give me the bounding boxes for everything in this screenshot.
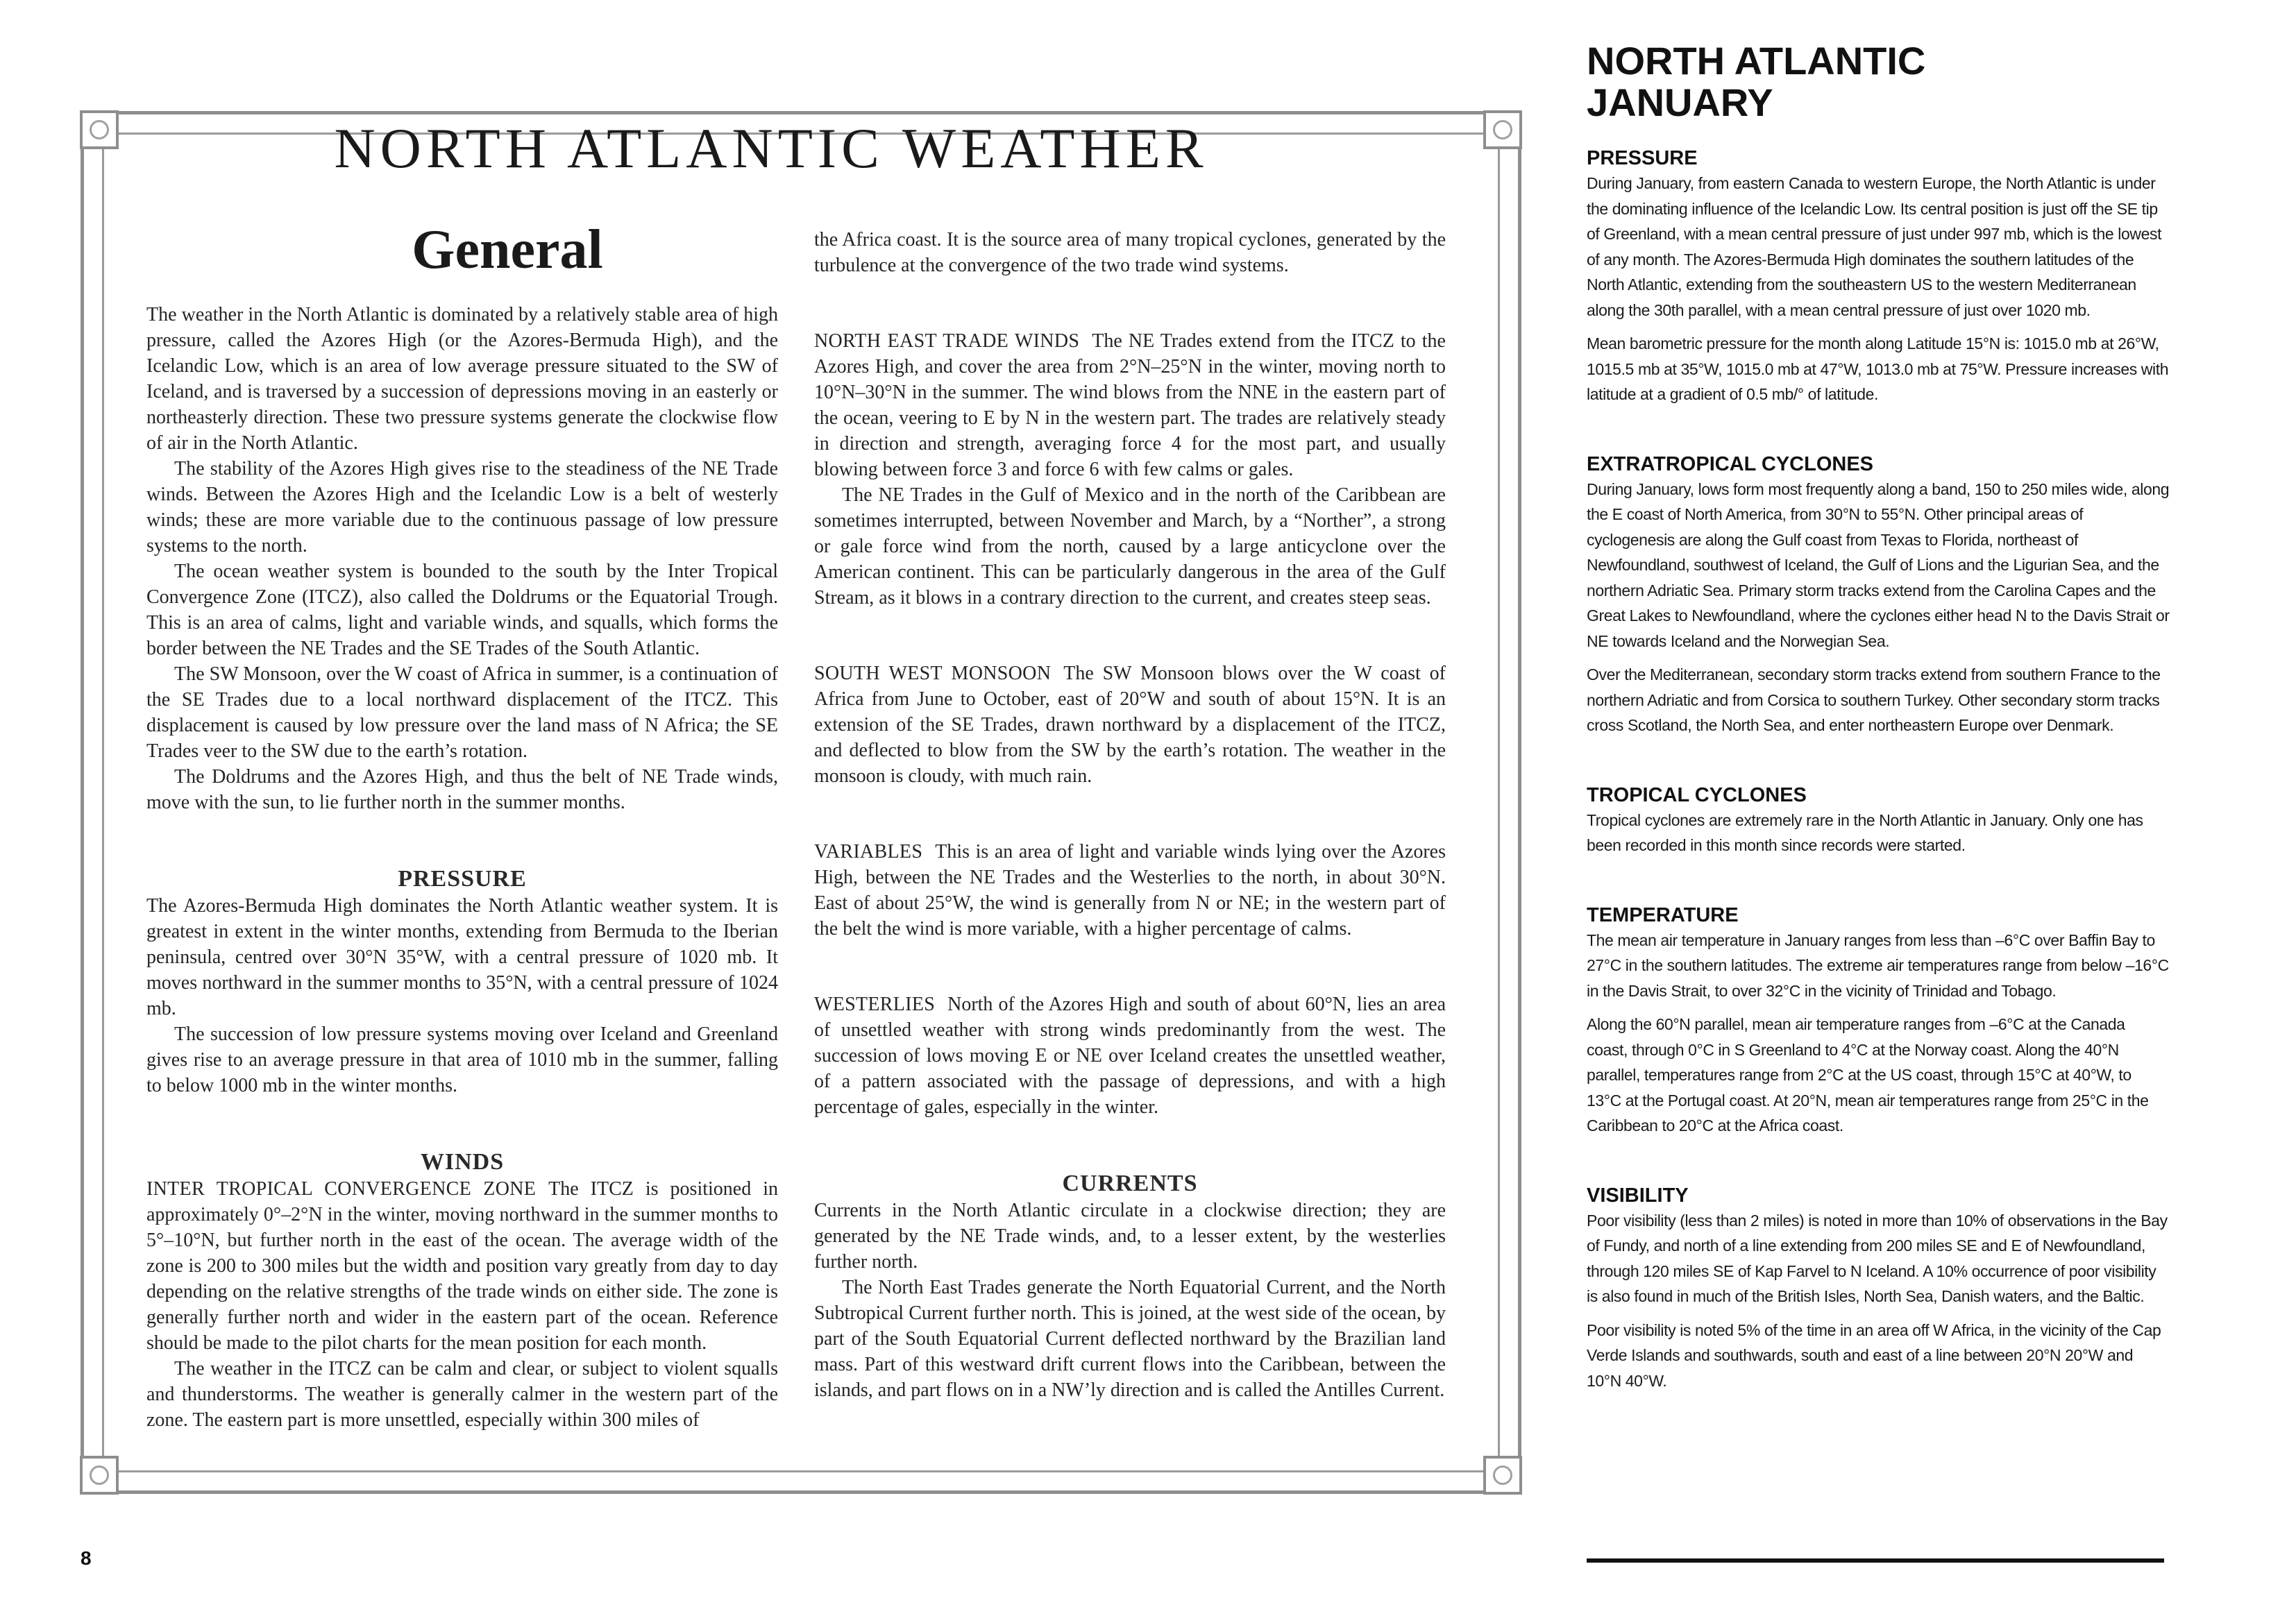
paragraph: The Doldrums and the Azores High, and thus the belt of NE Trade winds, move with the sun, to lie further north in the summer months. — [146, 766, 778, 813]
section-title-general: General — [412, 219, 603, 280]
paragraph: the Africa coast. It is the source area of many tropical cyclones, generated by the turbulence at the convergence of the two trade wind systems. — [814, 229, 1446, 276]
side-paragraph: Poor visibility is noted 5% of the time in an area off W Africa, in the vicinity of the Cap Verde Islands and southwards, south and east of a line between 20°N 20°W and 10°N 40°W. — [1587, 1320, 2161, 1390]
weather-panel-frame — [81, 111, 1521, 1494]
westerlies-text: North of the Azores High and south of about 60°N, lies an area of unsettled weather with strong winds predominantly from the west. The succession of lows moving E or NE over Iceland creates the unsettled weather, of a pattern associated with the passage of depressions, and with a high percentage of gales, especially in the winter. — [814, 994, 1446, 1118]
paragraph: The ocean weather system is bounded to the south by the Inter Tropical Convergence Zone (ITCZ), also called the Doldrums or the Equatorial Trough. This is an area of calms, light and variable winds, and squalls, which forms the border between the NE Trades and the SE Trades of the South Atlantic. — [146, 561, 778, 659]
run-in-label-westerlies: WESTERLIES — [814, 994, 936, 1015]
run-in-label-itcz: INTER TROPICAL CONVERGENCE ZONE — [146, 1178, 537, 1200]
paragraph-ne-trades — [814, 328, 1446, 482]
side-title-line1: NORTH ATLANTIC — [1587, 39, 1926, 83]
january-facts-column — [1587, 40, 2170, 1402]
side-paragraph: During January, lows form most frequently along a band, 150 to 250 miles wide, along the E coast of North America, from 30°N to 55°N. Other principal areas of cyclogenesis are along the Gulf coast from Texas to Florida, northeast of Newfoundland, southwest of Iceland, the Gulf of Lions and the Ligurian Sea, and the northern Adriatic Sea. Primary storm tracks extend from the Carolina Capes and the Great Lakes to Newfoundland, where the cyclones either head N to the Davis Strait or NE towards Iceland and the Norwegian Sea. — [1587, 479, 2170, 650]
paragraph: The SW Monsoon, over the W coast of Africa in summer, is a continuation of the SE Trades due to a local northward displacement of the ITCZ. This displacement is caused by low pressure over the land mass of N Africa; the SE Trades veer to the SW due to the earth’s rotation. — [146, 663, 778, 762]
paragraph: The weather in the North Atlantic is dominated by a relatively stable area of high pressure, called the Azores High (or the Azores-Bermuda High), and the Icelandic Low, which is an area of low average pressure situated to the SW of Iceland, and is traversed by a succession of depressions moving in an easterly or northeasterly direction. These two pressure systems generate the clockwise flow of air in the North Atlantic. — [146, 304, 778, 454]
run-in-label-sw-monsoon: SOUTH WEST MONSOON — [814, 663, 1052, 684]
side-title-line2: JANUARY — [1587, 80, 1773, 124]
paragraph: The stability of the Azores High gives rise to the steadiness of the NE Trade winds. Between the Azores High and the Icelandic Low is a belt of westerly winds; these are more variable due to the continuous passage of low pressure systems to the north. — [146, 458, 778, 556]
side-paragraph: Over the Mediterranean, secondary storm tracks extend from southern France to the northern Adriatic and from Corsica to southern Turkey. Other secondary storm tracks cross Scotland, the North Sea, and enter northeastern Europe over Denmark. — [1587, 665, 2161, 734]
paragraph: The succession of low pressure systems moving over Iceland and Greenland gives rise to an average pressure in that area of 1010 mb in the summer, falling to below 1000 mb in the winter months. — [146, 1023, 778, 1096]
side-heading-tropical: TROPICAL CYCLONES — [1587, 783, 1807, 806]
itcz-text: The ITCZ is positioned in approximately 0°–2°N in the winter, moving northward in the summer months to 5°–10°N, but further north in the east of the ocean. The average width of the zone is 200 to 300 miles but the width and position vary greatly from day to day depending on the relative strengths of the trade winds on either side. The zone is generally further north and wider in the eastern part of the ocean. Reference should be made to the pilot charts for the mean position for each month. — [146, 1178, 778, 1354]
side-heading-pressure: PRESSURE — [1587, 147, 1698, 169]
paragraph: The North East Trades generate the North Equatorial Current, and the North Subtropical Current further north. This is joined, at the west side of the ocean, by part of the South Equatorial Current deflected northward by the Brazilian land mass. Part of this westward drift current flows into the Caribbean, between the islands, and part flows on in a NW’ly direction and is called the Antilles Current. — [814, 1277, 1446, 1401]
side-paragraph: Tropical cyclones are extremely rare in the North Atlantic in January. Only one has been recorded in this month since records were started. — [1587, 810, 2143, 854]
heading-currents: CURRENTS — [1062, 1171, 1198, 1196]
paragraph: The NE Trades in the Gulf of Mexico and in the north of the Caribbean are sometimes interrupted, between November and March, by a “Norther”, a strong or gale force wind from the north, caused by a large anticyclone over the American continent. This can be particularly dangerous in the area of the Gulf Stream, as it blows in a contrary direction to the current, and creates steep seas. — [814, 484, 1446, 609]
frame-corner-ornament — [80, 1456, 119, 1495]
frame-corner-ornament — [80, 110, 119, 149]
left-text-column — [146, 302, 778, 1433]
footer-rule — [1587, 1558, 2164, 1563]
side-heading-extratropical: EXTRATROPICAL CYCLONES — [1587, 452, 1874, 475]
side-paragraph: Along the 60°N parallel, mean air temperature ranges from –6°C at the Canada coast, through 0°C in S Greenland to 4°C at the Norway coast. Along the 40°N parallel, temperatures range from 2°C at the US coast, through 15°C at 40°W, to 13°C at the Portugal coast. At 20°N, mean air temperatures range from 25°C in the Caribbean to 20°C at the Africa coast. — [1587, 1015, 2149, 1135]
paragraph-itcz — [146, 1176, 778, 1356]
paragraph-westerlies — [814, 992, 1446, 1120]
side-heading-visibility: VISIBILITY — [1587, 1184, 1689, 1207]
page-title: NORTH ATLANTIC WEATHER — [334, 117, 1208, 180]
paragraph: Currents in the North Atlantic circulate in a clockwise direction; they are generated by the NE Trade winds, and, to a lesser extent, by the westerlies further north. — [814, 1200, 1446, 1273]
ne-trades-text: The NE Trades extend from the ITCZ to the Azores High, and cover the area from 2°N–25°N in the winter, moving north to 10°N–30°N in the summer. The wind blows from the NNE in the eastern part of the ocean, veering to E by N in the western part. The trades are relatively steady in direction and strength, averaging force 4 for the most part, and usually blowing between force 3 and force 6 with few calms or gales. — [814, 330, 1446, 480]
run-in-label-ne-trades: NORTH EAST TRADE WINDS — [814, 330, 1080, 352]
side-paragraph: The mean air temperature in January ranges from less than –6°C over Baffin Bay to 27°C in the southern latitudes. The extreme air temperatures range from below –16°C in the Davis Strait, to over 32°C in the vicinity of Trinidad and Tobago. — [1587, 931, 2169, 1000]
side-heading-temperature: TEMPERATURE — [1587, 903, 1739, 926]
side-paragraph: Mean barometric pressure for the month along Latitude 15°N is: 1015.0 mb at 26°W, 1015.5 mb at 35°W, 1015.0 mb at 47°W, 1013.0 mb at 75°W. Pressure increases with latitude at a gradient of 0.5 mb/° of latitude. — [1587, 334, 2169, 403]
heading-winds: WINDS — [420, 1149, 505, 1175]
variables-text: This is an area of light and variable winds lying over the Azores High, between the NE Trades and the Westerlies to the north, in about 30°N. East of about 25°W, the wind is generally from N or NE; in the western part of the belt the wind is more variable, with a higher percentage of calms. — [814, 841, 1446, 940]
right-text-column — [814, 227, 1446, 1403]
frame-corner-ornament — [1483, 1456, 1522, 1495]
side-title — [1587, 40, 1975, 124]
side-paragraph: Poor visibility (less than 2 miles) is noted in more than 10% of observations in the Bay of Fundy, and north of a line extending from 200 miles SE and E of Newfoundland, through 120 miles SE of Kap Farvel to N Iceland. A 10% occurrence of poor visibility is also found in much of the British Isles, North Sea, Danish waters, and the Baltic. — [1587, 1211, 2168, 1305]
sw-monsoon-text: The SW Monsoon blows over the W coast of Africa from June to October, east of 20°W and south of about 15°N. It is an extension of the SE Trades, drawn northward by a displacement of the ITCZ, and deflected to blow from the SW by the earth’s rotation. The weather in the monsoon is cloudy, with much rain. — [814, 663, 1446, 787]
run-in-label-variables: VARIABLES — [814, 841, 923, 863]
frame-corner-ornament — [1483, 110, 1522, 149]
paragraph: The weather in the ITCZ can be calm and clear, or subject to violent squalls and thunderstorms. The weather is generally calmer in the western part of the zone. The eastern part is more unsettled, especially within 300 miles of — [146, 1358, 778, 1431]
heading-pressure: PRESSURE — [398, 866, 527, 892]
paragraph-variables — [814, 839, 1446, 942]
paragraph: The Azores-Bermuda High dominates the North Atlantic weather system. It is greatest in extent in the winter months, extending from Bermuda to the Iberian peninsula, centred over 30°N 35°W, with a central pressure of 1020 mb. It moves northward in the summer months to 35°N, with a central pressure of 1024 mb. — [146, 895, 778, 1019]
page-number: 8 — [81, 1547, 92, 1569]
side-paragraph: During January, from eastern Canada to western Europe, the North Atlantic is under the dominating influence of the Icelandic Low. Its central position is just off the SE tip of Greenland, with a mean central pressure of just under 997 mb, which is the lowest of any month. The Azores-Bermuda High dominates the southern latitudes of the North Atlantic, extending from the southeastern US to the western Mediterranean along the 30th parallel, with a mean central pressure of just over 1020 mb. — [1587, 174, 2162, 319]
paragraph-sw-monsoon — [814, 661, 1446, 789]
